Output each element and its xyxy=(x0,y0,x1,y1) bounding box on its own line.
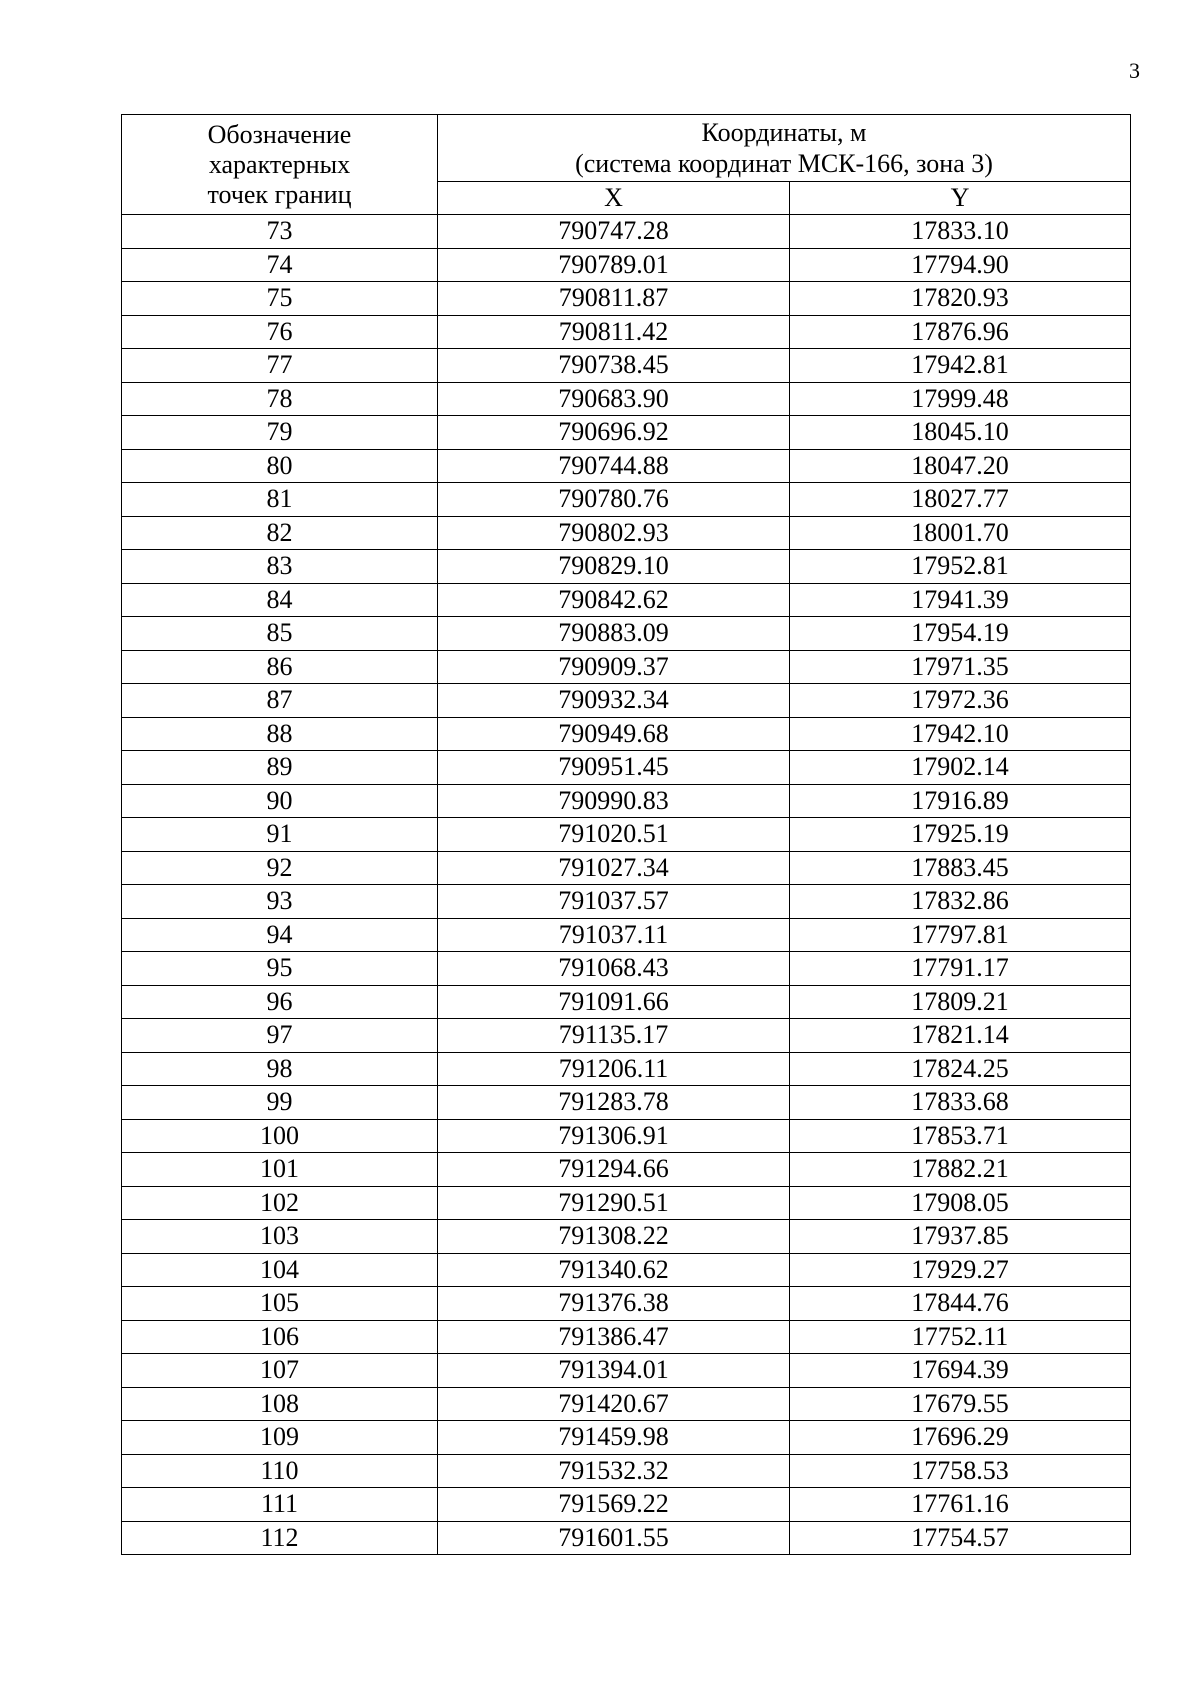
point-number-cell: 89 xyxy=(122,751,438,785)
table-row xyxy=(122,617,1131,651)
table-row xyxy=(122,985,1131,1019)
x-coordinate-cell: 790811.42 xyxy=(438,315,790,349)
y-coordinate-cell: 17833.10 xyxy=(790,215,1131,249)
y-coordinate-cell: 17794.90 xyxy=(790,248,1131,282)
point-number-cell: 98 xyxy=(122,1052,438,1086)
y-coordinate-cell: 17954.19 xyxy=(790,617,1131,651)
point-number-cell: 77 xyxy=(122,349,438,383)
point-header-line: Обозначение xyxy=(207,119,352,149)
x-coordinate-cell: 791027.34 xyxy=(438,851,790,885)
table-row xyxy=(122,851,1131,885)
y-coordinate-cell: 17752.11 xyxy=(790,1320,1131,1354)
y-coordinate-cell: 17809.21 xyxy=(790,985,1131,1019)
table-row xyxy=(122,1119,1131,1153)
x-coordinate-cell: 791068.43 xyxy=(438,952,790,986)
x-coordinate-cell: 791037.11 xyxy=(438,918,790,952)
x-coordinate-cell: 790883.09 xyxy=(438,617,790,651)
point-number-cell: 107 xyxy=(122,1354,438,1388)
y-coordinate-cell: 17941.39 xyxy=(790,583,1131,617)
table-row xyxy=(122,1153,1131,1187)
coordinate-system-label: (система координат МСК-166, зона 3) xyxy=(575,148,993,178)
table-row xyxy=(122,416,1131,450)
point-number-cell: 111 xyxy=(122,1488,438,1522)
y-coordinate-cell: 17999.48 xyxy=(790,382,1131,416)
table-row xyxy=(122,952,1131,986)
point-number-cell: 86 xyxy=(122,650,438,684)
x-coordinate-cell: 790780.76 xyxy=(438,483,790,517)
y-coordinate-cell: 17972.36 xyxy=(790,684,1131,718)
y-coordinate-cell: 17929.27 xyxy=(790,1253,1131,1287)
x-coordinate-cell: 791290.51 xyxy=(438,1186,790,1220)
table-body xyxy=(122,215,1131,1555)
x-coordinate-cell: 790683.90 xyxy=(438,382,790,416)
x-coordinate-cell: 790842.62 xyxy=(438,583,790,617)
y-coordinate-cell: 17791.17 xyxy=(790,952,1131,986)
y-coordinate-cell: 17853.71 xyxy=(790,1119,1131,1153)
boundary-points-coordinates-table xyxy=(121,114,1131,1555)
x-coordinate-cell: 791459.98 xyxy=(438,1421,790,1455)
table-row xyxy=(122,215,1131,249)
x-coordinate-cell: 791340.62 xyxy=(438,1253,790,1287)
y-coordinate-cell: 17821.14 xyxy=(790,1019,1131,1053)
x-coordinate-cell: 790802.93 xyxy=(438,516,790,550)
table-header xyxy=(122,115,1131,215)
y-coordinate-cell: 17696.29 xyxy=(790,1421,1131,1455)
x-coordinate-cell: 790932.34 xyxy=(438,684,790,718)
point-number-cell: 75 xyxy=(122,282,438,316)
point-number-cell: 88 xyxy=(122,717,438,751)
x-coordinate-cell: 790696.92 xyxy=(438,416,790,450)
x-coordinate-cell: 790829.10 xyxy=(438,550,790,584)
x-coordinate-cell: 791532.32 xyxy=(438,1454,790,1488)
table-row xyxy=(122,282,1131,316)
y-column-header: Y xyxy=(790,181,1131,214)
table-row xyxy=(122,885,1131,919)
point-number-cell: 100 xyxy=(122,1119,438,1153)
table-row xyxy=(122,1052,1131,1086)
table-row xyxy=(122,1287,1131,1321)
table-row xyxy=(122,248,1131,282)
y-coordinate-cell: 17797.81 xyxy=(790,918,1131,952)
y-coordinate-cell: 17916.89 xyxy=(790,784,1131,818)
point-number-cell: 101 xyxy=(122,1153,438,1187)
x-coordinate-cell: 790951.45 xyxy=(438,751,790,785)
y-coordinate-cell: 17952.81 xyxy=(790,550,1131,584)
point-number-cell: 84 xyxy=(122,583,438,617)
point-number-cell: 95 xyxy=(122,952,438,986)
y-coordinate-cell: 18001.70 xyxy=(790,516,1131,550)
x-coordinate-cell: 790811.87 xyxy=(438,282,790,316)
point-header-line: точек границ xyxy=(207,179,352,209)
y-coordinate-cell: 17824.25 xyxy=(790,1052,1131,1086)
y-coordinate-cell: 17937.85 xyxy=(790,1220,1131,1254)
table-row xyxy=(122,1387,1131,1421)
y-coordinate-cell: 17883.45 xyxy=(790,851,1131,885)
y-coordinate-cell: 17833.68 xyxy=(790,1086,1131,1120)
x-coordinate-cell: 791386.47 xyxy=(438,1320,790,1354)
y-coordinate-cell: 17908.05 xyxy=(790,1186,1131,1220)
x-coordinate-cell: 790789.01 xyxy=(438,248,790,282)
table-row xyxy=(122,1488,1131,1522)
coordinates-title: Координаты, м xyxy=(701,117,867,147)
point-designation-header xyxy=(122,115,438,215)
table-row xyxy=(122,382,1131,416)
table-row xyxy=(122,1019,1131,1053)
point-number-cell: 82 xyxy=(122,516,438,550)
point-number-cell: 102 xyxy=(122,1186,438,1220)
coordinates-header xyxy=(438,115,1131,182)
point-number-cell: 112 xyxy=(122,1521,438,1555)
point-number-cell: 78 xyxy=(122,382,438,416)
y-coordinate-cell: 17832.86 xyxy=(790,885,1131,919)
table-row xyxy=(122,650,1131,684)
y-coordinate-cell: 18047.20 xyxy=(790,449,1131,483)
x-coordinate-cell: 791037.57 xyxy=(438,885,790,919)
point-number-cell: 103 xyxy=(122,1220,438,1254)
point-number-cell: 108 xyxy=(122,1387,438,1421)
table-row xyxy=(122,784,1131,818)
y-coordinate-cell: 17820.93 xyxy=(790,282,1131,316)
y-coordinate-cell: 18027.77 xyxy=(790,483,1131,517)
x-coordinate-cell: 791376.38 xyxy=(438,1287,790,1321)
point-number-cell: 73 xyxy=(122,215,438,249)
point-number-cell: 76 xyxy=(122,315,438,349)
point-number-cell: 97 xyxy=(122,1019,438,1053)
table-row xyxy=(122,751,1131,785)
x-coordinate-cell: 791308.22 xyxy=(438,1220,790,1254)
y-coordinate-cell: 17761.16 xyxy=(790,1488,1131,1522)
table-row xyxy=(122,1354,1131,1388)
table-row xyxy=(122,1521,1131,1555)
point-number-cell: 96 xyxy=(122,985,438,1019)
y-coordinate-cell: 17844.76 xyxy=(790,1287,1131,1321)
y-coordinate-cell: 17925.19 xyxy=(790,818,1131,852)
y-coordinate-cell: 17679.55 xyxy=(790,1387,1131,1421)
x-coordinate-cell: 790744.88 xyxy=(438,449,790,483)
table-row xyxy=(122,1320,1131,1354)
table-row xyxy=(122,315,1131,349)
y-coordinate-cell: 17876.96 xyxy=(790,315,1131,349)
point-number-cell: 81 xyxy=(122,483,438,517)
table-row xyxy=(122,717,1131,751)
table-row xyxy=(122,1421,1131,1455)
point-number-cell: 92 xyxy=(122,851,438,885)
y-coordinate-cell: 17882.21 xyxy=(790,1153,1131,1187)
point-number-cell: 99 xyxy=(122,1086,438,1120)
point-number-cell: 110 xyxy=(122,1454,438,1488)
point-number-cell: 79 xyxy=(122,416,438,450)
point-number-cell: 85 xyxy=(122,617,438,651)
table-row xyxy=(122,1454,1131,1488)
point-number-cell: 93 xyxy=(122,885,438,919)
point-number-cell: 91 xyxy=(122,818,438,852)
y-coordinate-cell: 17902.14 xyxy=(790,751,1131,785)
x-coordinate-cell: 791420.67 xyxy=(438,1387,790,1421)
x-coordinate-cell: 790990.83 xyxy=(438,784,790,818)
x-coordinate-cell: 791135.17 xyxy=(438,1019,790,1053)
y-coordinate-cell: 18045.10 xyxy=(790,416,1131,450)
table-row xyxy=(122,818,1131,852)
y-coordinate-cell: 17971.35 xyxy=(790,650,1131,684)
table-row xyxy=(122,583,1131,617)
x-coordinate-cell: 791306.91 xyxy=(438,1119,790,1153)
table-row xyxy=(122,516,1131,550)
x-coordinate-cell: 791294.66 xyxy=(438,1153,790,1187)
page-number: 3 xyxy=(1129,58,1140,83)
point-number-cell: 87 xyxy=(122,684,438,718)
y-coordinate-cell: 17942.10 xyxy=(790,717,1131,751)
point-number-cell: 109 xyxy=(122,1421,438,1455)
table-row xyxy=(122,1186,1131,1220)
y-coordinate-cell: 17942.81 xyxy=(790,349,1131,383)
table-row xyxy=(122,1086,1131,1120)
table-row xyxy=(122,349,1131,383)
point-number-cell: 106 xyxy=(122,1320,438,1354)
x-coordinate-cell: 791569.22 xyxy=(438,1488,790,1522)
table-row xyxy=(122,449,1131,483)
x-coordinate-cell: 791091.66 xyxy=(438,985,790,1019)
x-coordinate-cell: 791394.01 xyxy=(438,1354,790,1388)
x-coordinate-cell: 791283.78 xyxy=(438,1086,790,1120)
point-number-cell: 74 xyxy=(122,248,438,282)
x-column-header: X xyxy=(438,181,790,214)
point-header-line: характерных xyxy=(208,149,351,179)
x-coordinate-cell: 791601.55 xyxy=(438,1521,790,1555)
table-row xyxy=(122,1220,1131,1254)
x-coordinate-cell: 791206.11 xyxy=(438,1052,790,1086)
y-coordinate-cell: 17754.57 xyxy=(790,1521,1131,1555)
table-row xyxy=(122,1253,1131,1287)
table-row xyxy=(122,483,1131,517)
point-number-cell: 83 xyxy=(122,550,438,584)
point-number-cell: 80 xyxy=(122,449,438,483)
x-coordinate-cell: 790738.45 xyxy=(438,349,790,383)
y-coordinate-cell: 17694.39 xyxy=(790,1354,1131,1388)
table-row xyxy=(122,684,1131,718)
point-number-cell: 105 xyxy=(122,1287,438,1321)
x-coordinate-cell: 790909.37 xyxy=(438,650,790,684)
x-coordinate-cell: 791020.51 xyxy=(438,818,790,852)
point-number-cell: 94 xyxy=(122,918,438,952)
y-coordinate-cell: 17758.53 xyxy=(790,1454,1131,1488)
table-row xyxy=(122,918,1131,952)
x-coordinate-cell: 790747.28 xyxy=(438,215,790,249)
point-number-cell: 104 xyxy=(122,1253,438,1287)
table-row xyxy=(122,550,1131,584)
point-number-cell: 90 xyxy=(122,784,438,818)
x-coordinate-cell: 790949.68 xyxy=(438,717,790,751)
